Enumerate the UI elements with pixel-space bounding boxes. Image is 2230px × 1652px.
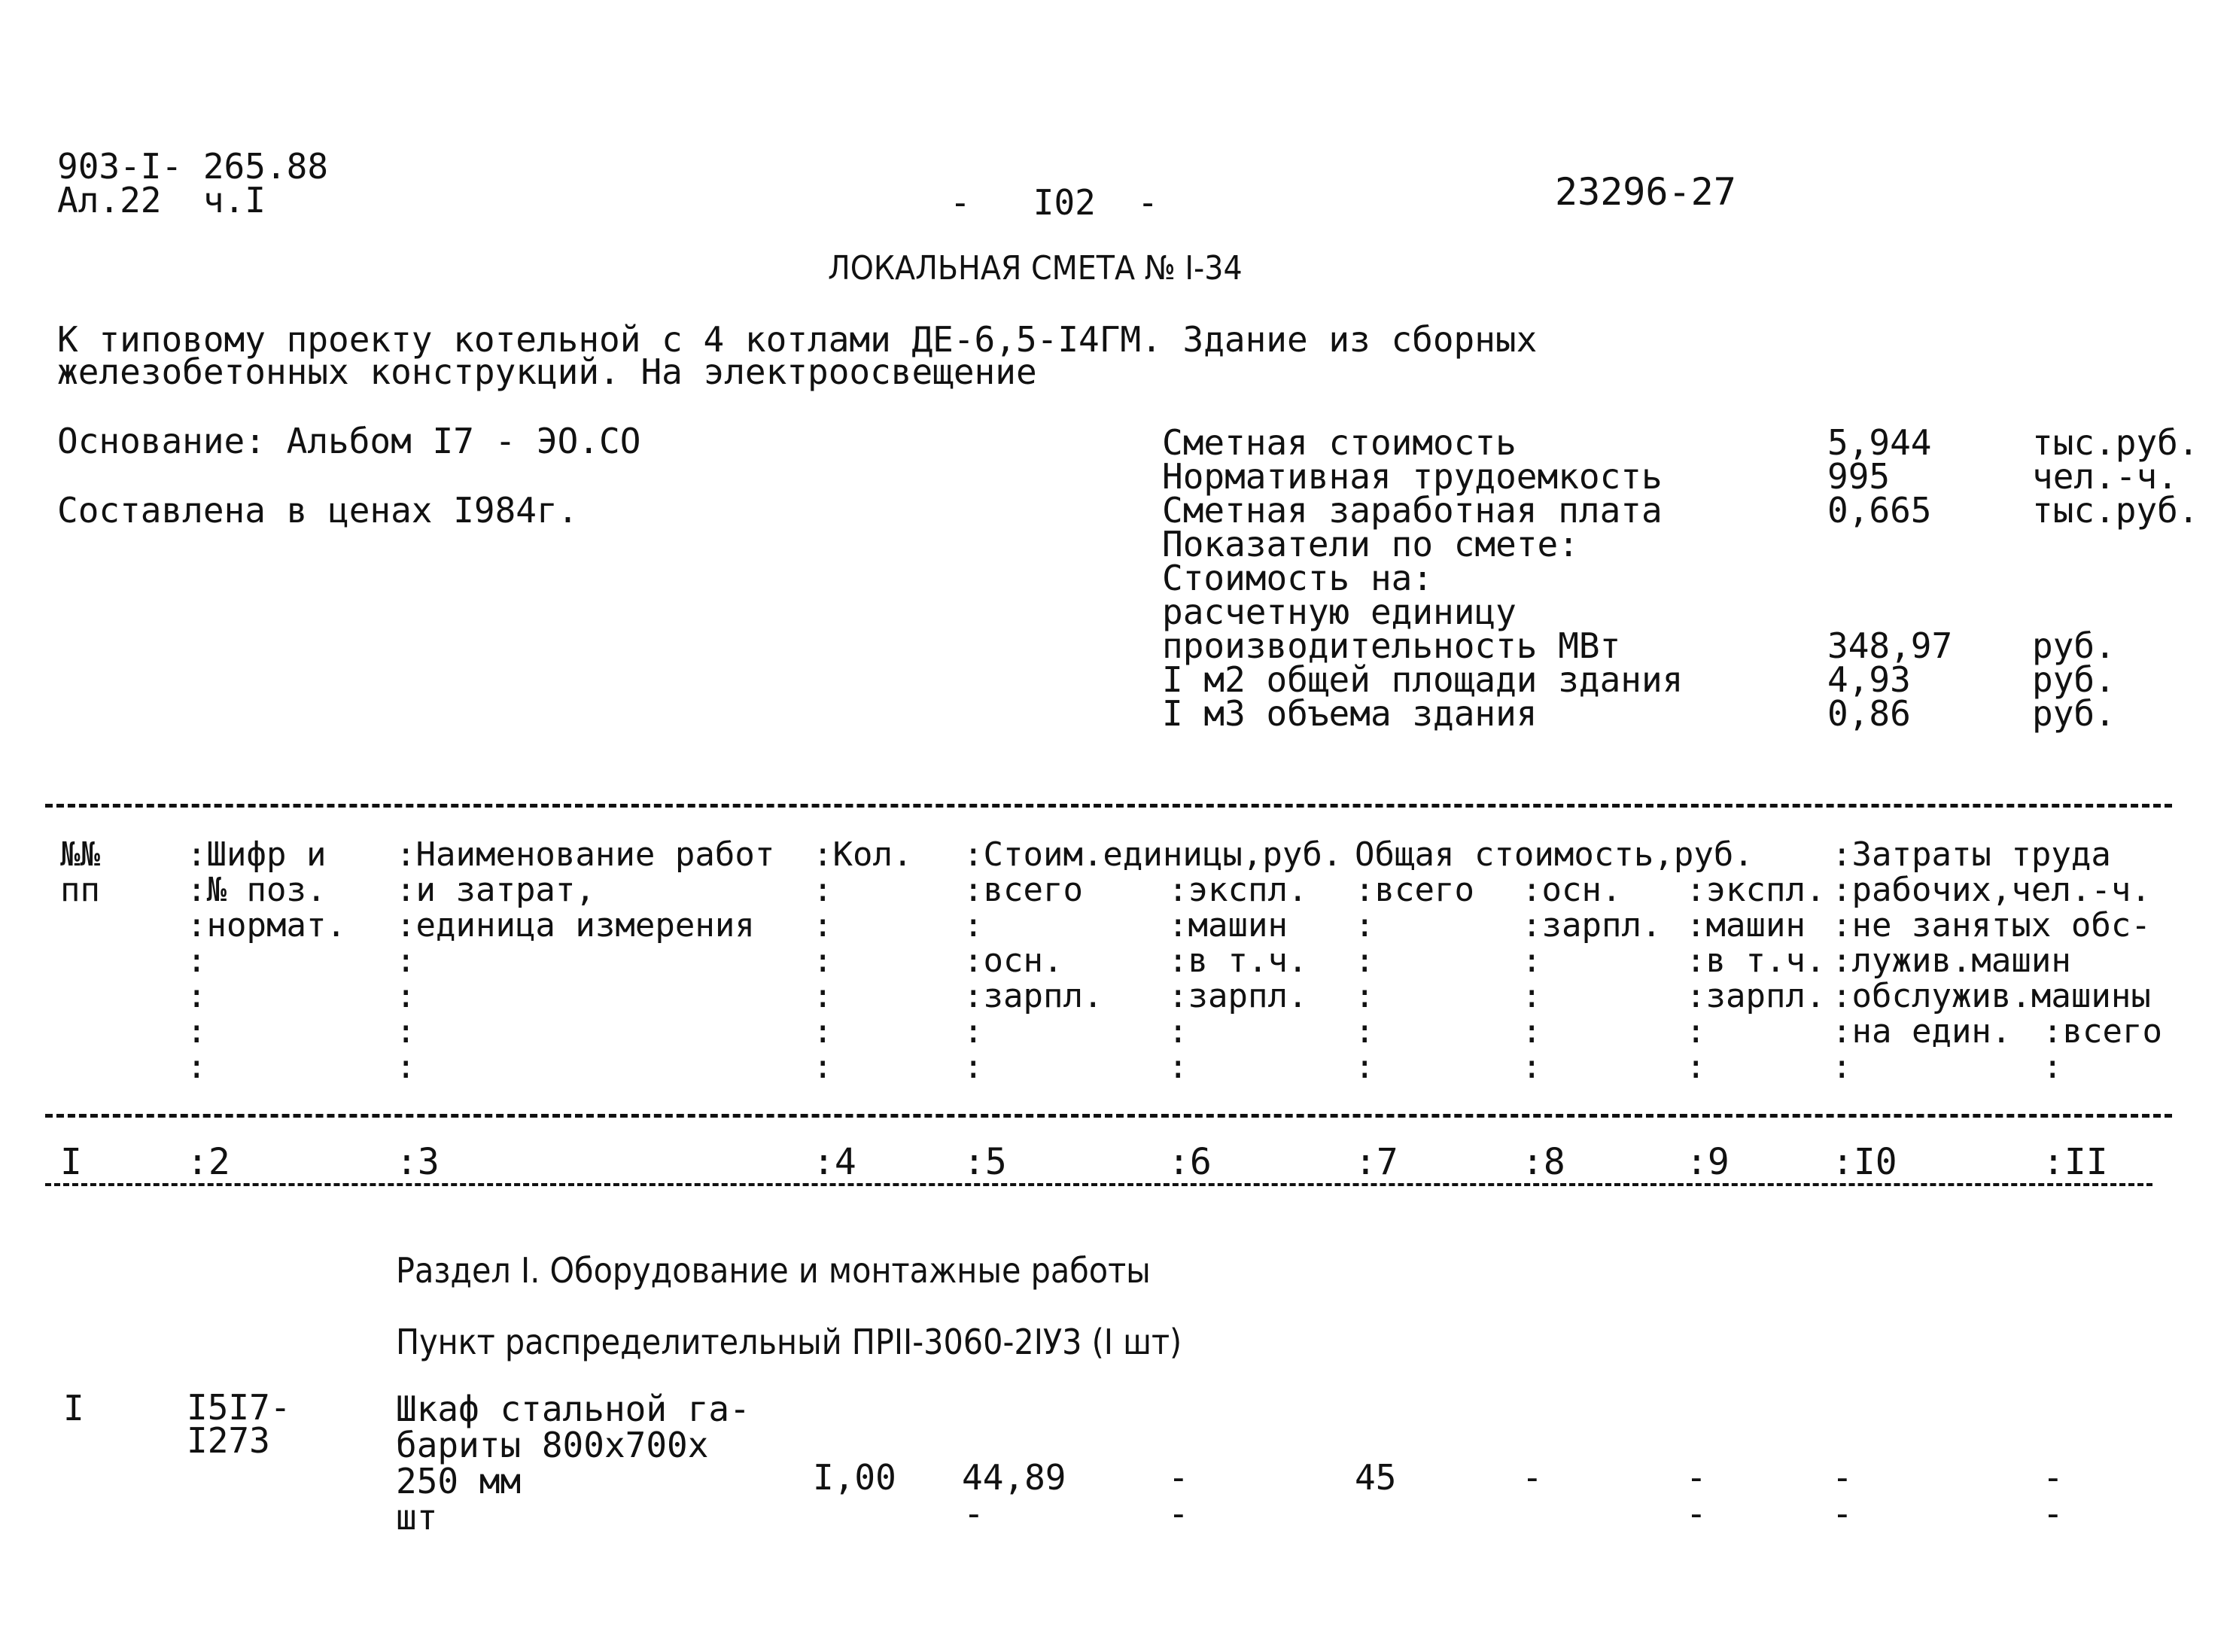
table-top-rule — [45, 804, 2172, 808]
column-number: :3 — [396, 1141, 440, 1183]
page-number: - I02 - — [950, 182, 1158, 223]
summary-label: I м2 общей площади здания — [1162, 659, 1684, 700]
subject-line2: железобетонных конструкций. На электроосвещение — [57, 351, 1037, 392]
column-numbers-underline — [45, 1183, 2152, 1186]
header-col-9: :экспл. :машин :в т.ч. :зарпл. : : — [1686, 871, 1826, 1086]
archive-number: 23296-27 — [1555, 170, 1736, 214]
summary-value: 0,86 — [1827, 693, 1911, 734]
summary-label: Сметная стоимость — [1162, 422, 1517, 463]
summary-value: 4,93 — [1827, 659, 1911, 700]
prices-year-text: Составлена в ценах I984г. — [57, 490, 579, 531]
header-col-7: Общая стоимость,руб. :всего : : : : : — [1355, 835, 1754, 1086]
header-col-11: :всего : — [2043, 1012, 2162, 1086]
section-title: Раздел I. Оборудование и монтажные работы — [396, 1250, 1151, 1291]
column-number: :5 — [963, 1141, 1007, 1183]
header-col-6: :экспл. :машин :в т.ч. :зарпл. : : — [1168, 871, 1308, 1086]
row-unit-mach: - — [1168, 1457, 1189, 1498]
row-labor-unit2: - — [1832, 1493, 1853, 1534]
header-col-4: :Кол. : : : : : : — [813, 835, 913, 1086]
summary-label: Сметная заработная плата — [1162, 490, 1663, 531]
summary-unit: тыс.руб. — [2032, 422, 2199, 463]
header-col-1: №№ пп — [60, 835, 100, 909]
basis-text: Основание: Альбом I7 - ЭО.СО — [57, 421, 641, 461]
header-col-3: :Наименование работ :и затрат, :единица измерения : : : : — [396, 835, 775, 1086]
summary-value: 0,665 — [1827, 490, 1932, 531]
row-labor-total2: - — [2043, 1493, 2064, 1534]
summary-label: Показатели по смете: — [1162, 524, 1579, 564]
summary-label: Стоимость на: — [1162, 558, 1434, 598]
header-col-5: :Стоим.единицы,руб. :всего : :осн. :зарпл. : : — [963, 835, 1343, 1086]
summary-label: производительность МВт — [1162, 625, 1621, 666]
summary-label: I м3 объема здания — [1162, 693, 1538, 734]
table-header-bottom-rule — [45, 1114, 2172, 1118]
summary-unit: руб. — [2032, 659, 2116, 700]
column-number: :7 — [1355, 1141, 1398, 1183]
header-col-8: :осн. :зарпл. : : : : — [1522, 871, 1662, 1086]
row-unit-total: 44,89 — [962, 1457, 1066, 1498]
row-total-mach-wage: - — [1686, 1493, 1707, 1534]
summary-value: 5,944 — [1827, 422, 1932, 463]
summary-label: Нормативная трудоемкость — [1162, 456, 1663, 497]
row-labor-unit: - — [1832, 1457, 1853, 1498]
row-number: I — [63, 1388, 84, 1428]
column-number: I — [60, 1141, 82, 1183]
summary-value: 995 — [1827, 456, 1891, 497]
row-labor-total: - — [2043, 1457, 2064, 1498]
page-title: ЛОКАЛЬНАЯ СМЕТА № I-34 — [828, 249, 1243, 288]
row-name: Шкаф стальной га- бариты 800х700х 250 мм шт — [396, 1389, 750, 1538]
summary-unit: тыс.руб. — [2032, 490, 2199, 531]
column-number: :6 — [1168, 1141, 1212, 1183]
summary-unit: руб. — [2032, 625, 2116, 666]
column-number: :II — [2043, 1141, 2108, 1183]
header-col-10: :Затраты труда :рабочих,чел.-ч. :не занятых обс- :лужив.машин :обслужив.машины :на един. : — [1832, 835, 2151, 1086]
column-number: :4 — [813, 1141, 856, 1183]
row-unit-mach-wage: - — [1168, 1493, 1189, 1534]
row-qty: I,00 — [813, 1457, 896, 1498]
subject-line1: К типовому проекту котельной с 4 котлами ДЕ-6,5-I4ГМ. Здание из сборных — [57, 319, 1538, 360]
column-number: :2 — [187, 1141, 230, 1183]
doc-code-line2: Ал.22 ч.I — [57, 180, 266, 221]
row-unit-total-wage: - — [963, 1493, 984, 1534]
summary-value: 348,97 — [1827, 625, 1953, 666]
column-number: :8 — [1522, 1141, 1565, 1183]
header-col-2: :Шифр и :№ поз. :нормат. : : : : — [187, 835, 346, 1086]
row-total: 45 — [1355, 1457, 1397, 1498]
summary-unit: руб. — [2032, 693, 2116, 734]
row-code: I5I7- I273 — [187, 1387, 291, 1461]
summary-label: расчетную единицу — [1162, 592, 1517, 632]
column-number: :9 — [1686, 1141, 1730, 1183]
doc-code-line1: 903-I- 265.88 — [57, 146, 329, 187]
row-total-mach: - — [1686, 1457, 1707, 1498]
column-number: :I0 — [1832, 1141, 1897, 1183]
subsection-title: Пункт распределительный ПРII-3060-2IУ3 (I шт) — [396, 1322, 1182, 1362]
row-total-wage: - — [1522, 1457, 1543, 1498]
summary-unit: чел.-ч. — [2032, 456, 2178, 497]
